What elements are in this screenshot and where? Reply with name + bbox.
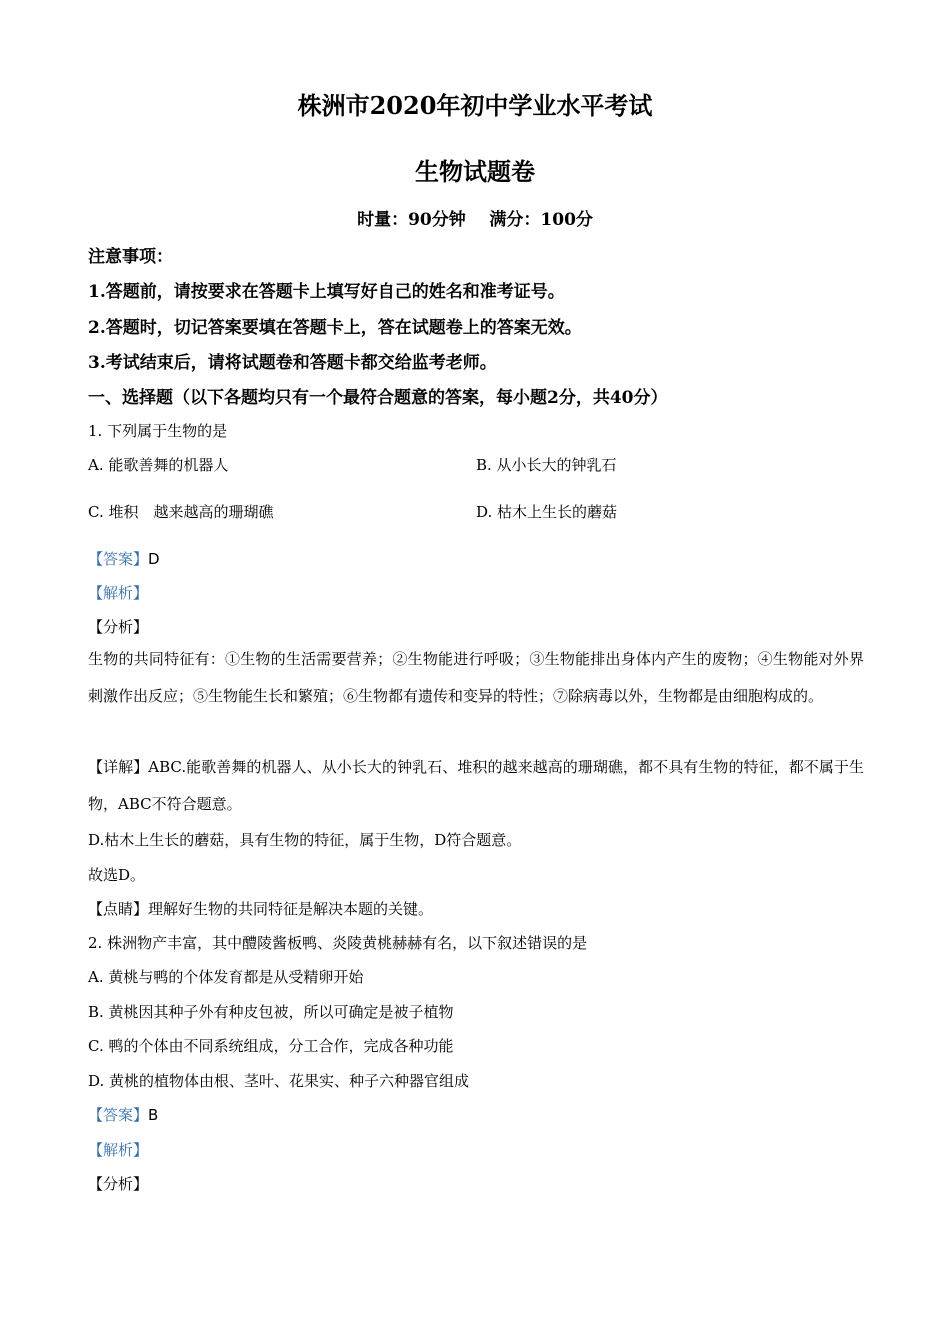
option-c: C. 堆积 越来越高的珊瑚礁 <box>88 503 274 521</box>
option-b: B. 从小长大的钟乳石 <box>476 456 617 474</box>
note-item: 1.答题前，请按要求在答题卡上填写好自己的姓名和准考证号。 <box>88 282 565 302</box>
detail-d: D.枯木上生长的蘑菇，具有生物的特征，属于生物，D符合题意。 <box>88 831 522 849</box>
detail-text: ABC.能歌善舞的机器人、从小长大的钟乳石、堆积的越来越高的珊瑚礁，都不具有生物的特征，都不属于生物，ABC不符合题意。 <box>88 758 864 813</box>
answer-value: D <box>148 550 160 568</box>
option-c: C. 鸭的个体由不同系统组成，分工合作，完成各种功能 <box>88 1037 454 1055</box>
option-b: B. 黄桃因其种子外有种皮包被，所以可确定是被子植物 <box>88 1003 454 1021</box>
notes-heading: 注意事项： <box>88 247 173 267</box>
dianjing-text: 理解好生物的共同特征是解决本题的关键。 <box>148 900 434 918</box>
exam-time-info: 时量：90分钟 满分：100分 <box>357 210 593 230</box>
option-d: D. 黄桃的植物体由根、茎叶、花果实、种子六种器官组成 <box>88 1072 470 1090</box>
fenxi-label: 【分析】 <box>88 1175 149 1193</box>
choose-line: 故选D。 <box>88 866 146 884</box>
exam-subtitle: 生物试题卷 <box>415 157 535 186</box>
analysis-label: 【解析】 <box>88 584 149 602</box>
detail-label: 【详解】 <box>88 758 149 776</box>
answer-label: 【答案】 <box>88 550 149 568</box>
dianjing-label: 【点睛】 <box>88 900 149 918</box>
answer-line <box>88 548 160 569</box>
answer-line <box>88 1104 158 1125</box>
dianjing-line <box>88 898 433 919</box>
note-item: 2.答题时，切记答案要填在答题卡上，答在试题卷上的答案无效。 <box>88 318 582 338</box>
option-a: A. 黄桃与鸭的个体发育都是从受精卵开始 <box>88 968 364 986</box>
exam-title: 株洲市2020年初中学业水平考试 <box>297 91 653 120</box>
analysis-label: 【解析】 <box>88 1141 149 1159</box>
option-d: D. 枯木上生长的蘑菇 <box>476 503 618 521</box>
section-heading: 一、选择题（以下各题均只有一个最符合题意的答案，每小题2分，共40分） <box>88 388 668 408</box>
fenxi-text: 生物的共同特征有：①生物的生活需要营养；②生物能进行呼吸；③生物能排出身体内产生的废物；④生物能对外界刺激作出反应；⑤生物能生长和繁殖；⑥生物都有遗传和变异的特性；⑦除病毒以外，生物都是由细胞构成的。 <box>88 650 864 705</box>
detail-paragraph <box>88 749 864 823</box>
fenxi-label: 【分析】 <box>88 618 149 636</box>
note-item: 3.考试结束后，请将试题卷和答题卡都交给监考老师。 <box>88 353 497 373</box>
question-stem: 2. 株洲物产丰富，其中醴陵酱板鸭、炎陵黄桃赫赫有名，以下叙述错误的是 <box>88 934 588 952</box>
answer-label: 【答案】 <box>88 1106 149 1124</box>
option-a: A. 能歌善舞的机器人 <box>88 456 229 474</box>
question-stem: 1. 下列属于生物的是 <box>88 422 228 440</box>
answer-value: B <box>148 1106 159 1124</box>
